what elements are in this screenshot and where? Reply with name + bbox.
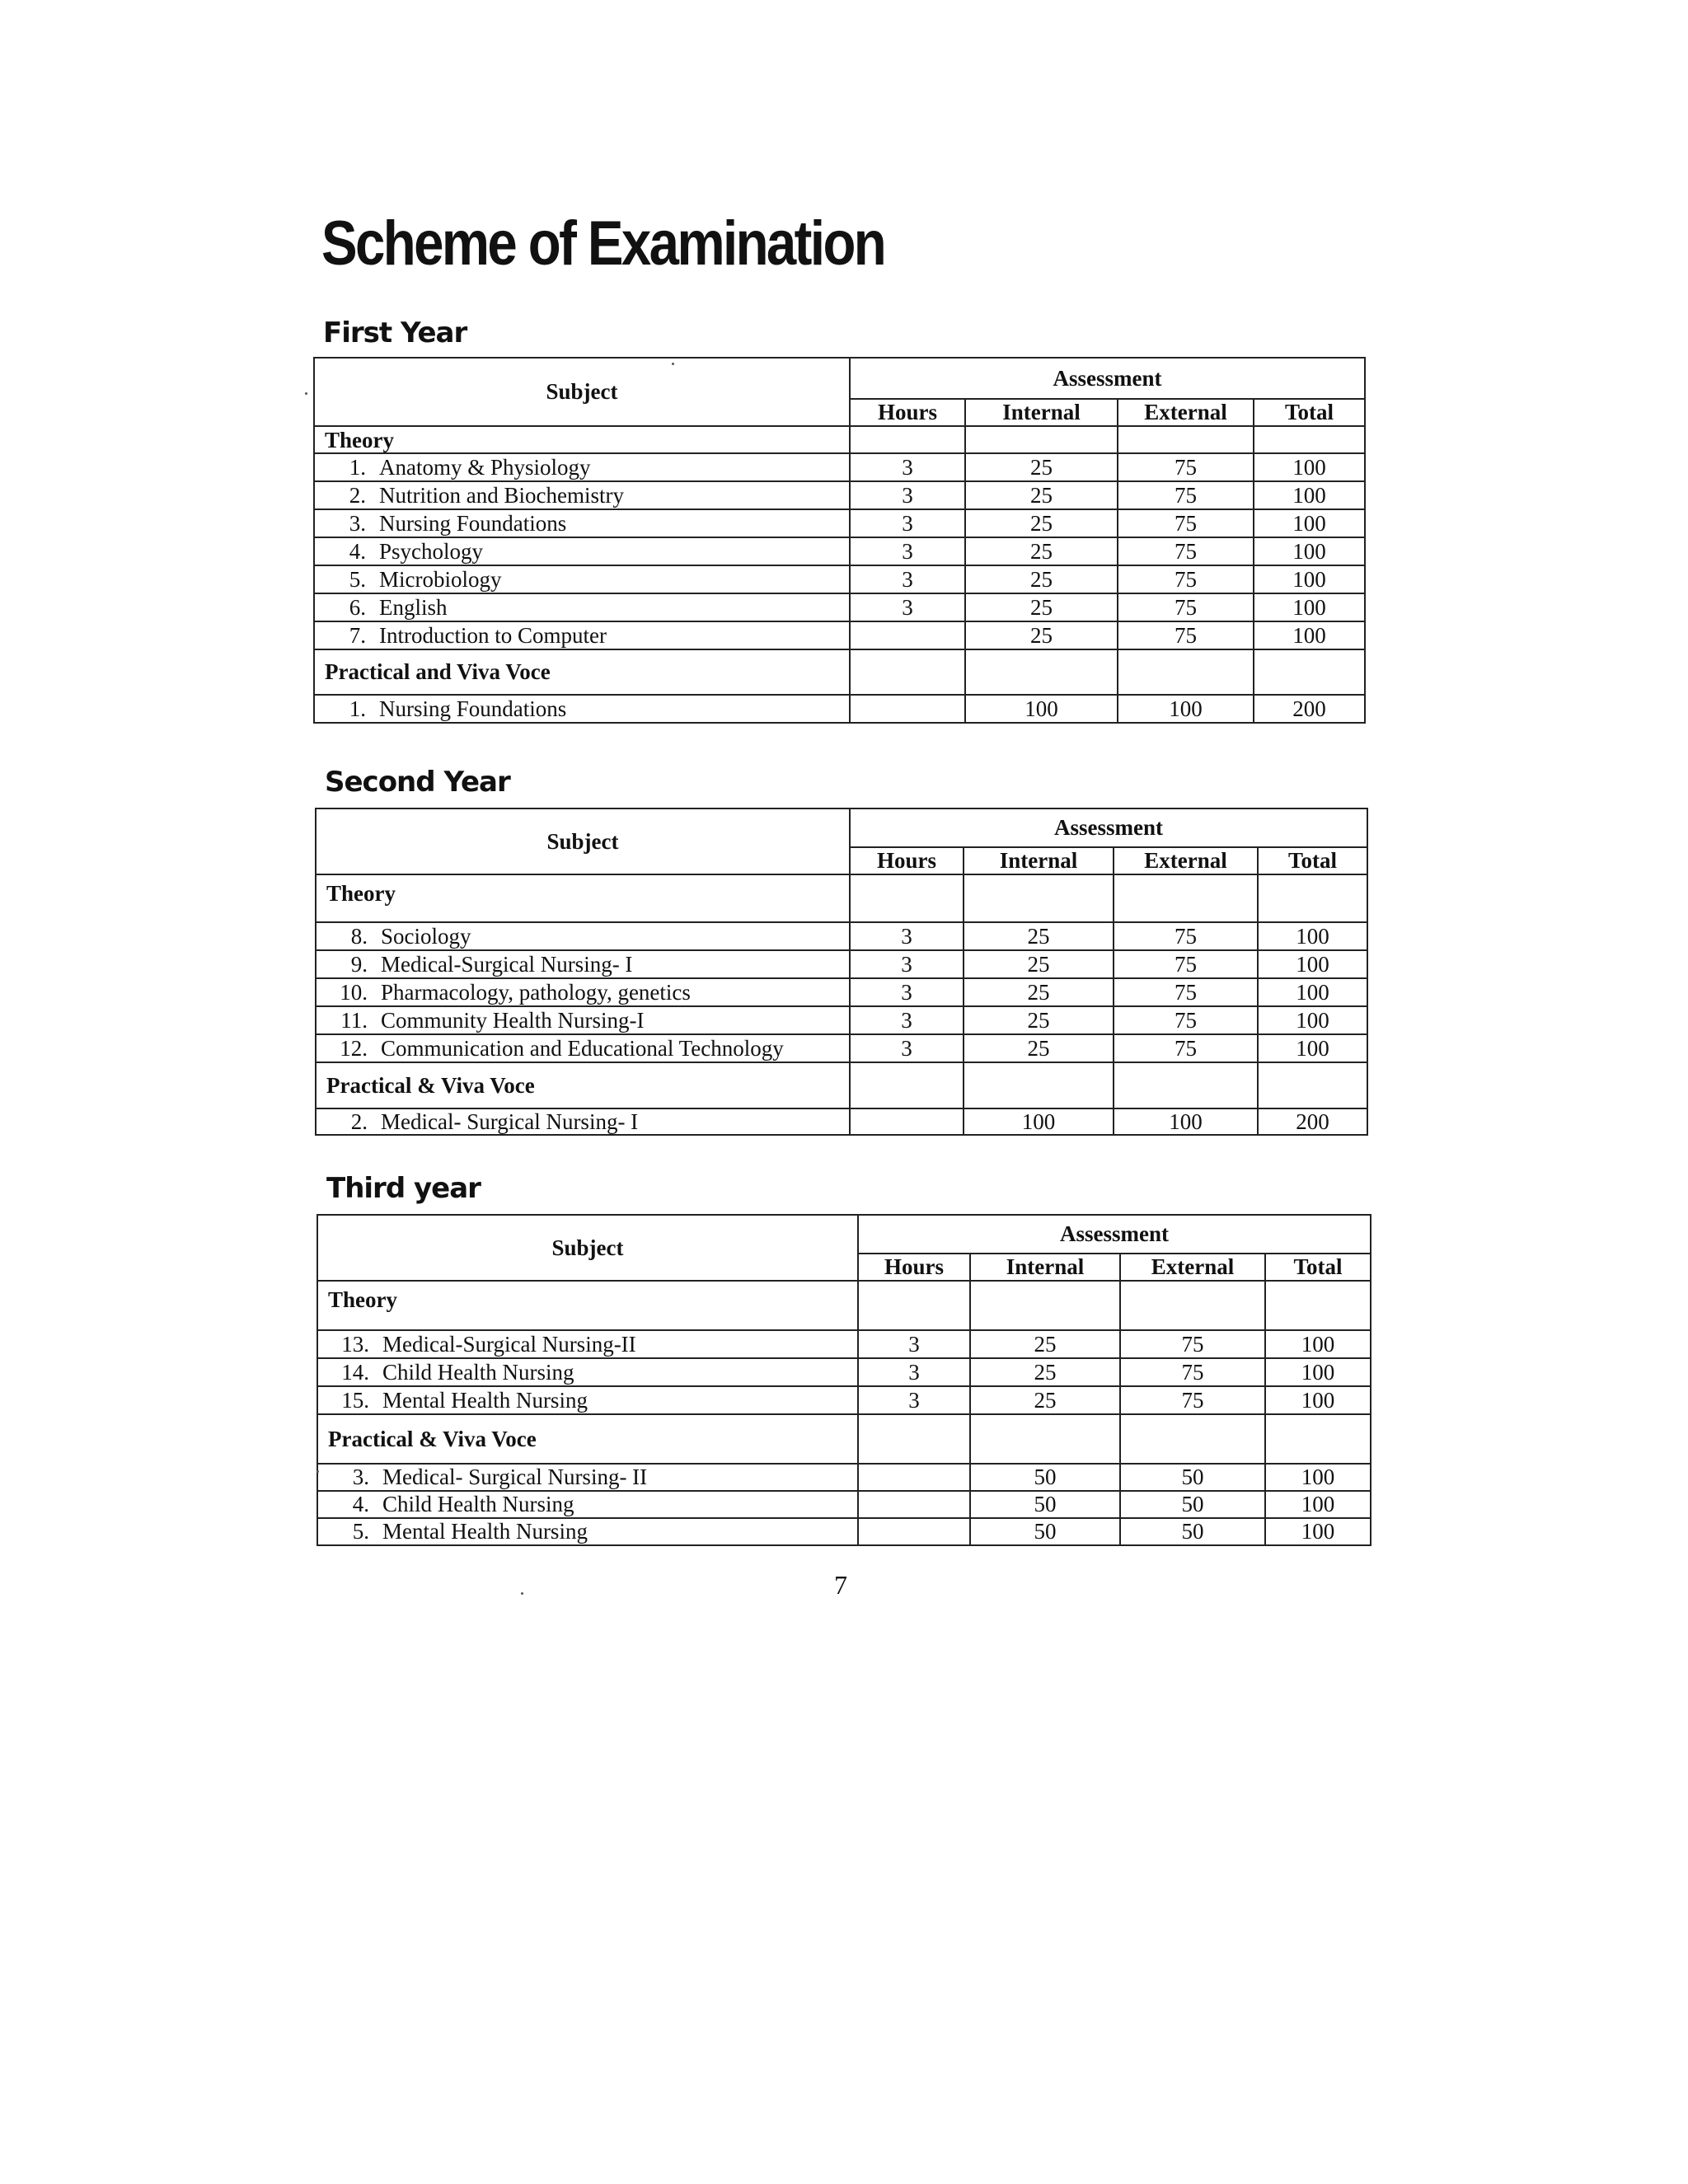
table-row [316,1006,1367,1034]
table-row [314,453,1365,481]
external-cell: 75 [1114,1006,1258,1034]
external-cell: 75 [1114,950,1258,978]
internal-cell: 25 [965,565,1118,593]
table-row [314,695,1365,723]
total-cell: 100 [1265,1518,1371,1545]
total-cell: 100 [1254,537,1365,565]
serial-number: 12. [340,1035,368,1061]
external-header: External [1120,1254,1265,1281]
internal-cell: 25 [970,1386,1120,1414]
subject-cell [316,950,850,978]
external-cell: 75 [1114,978,1258,1006]
hours-cell [850,1108,964,1135]
subject-name: Nursing Foundations [379,510,567,536]
hours-cell: 3 [850,978,964,1006]
table-row [317,1386,1371,1414]
serial-number: 7. [349,622,366,648]
internal-cell: 25 [965,481,1118,509]
subject-cell [316,1108,850,1135]
hours-cell: 3 [858,1330,970,1358]
total-header: Total [1265,1254,1371,1281]
table-row [316,950,1367,978]
total-header: Total [1254,399,1365,426]
total-cell: 200 [1258,1108,1367,1135]
internal-cell: 50 [970,1464,1120,1491]
total-cell: 100 [1254,565,1365,593]
subject-cell [314,621,850,649]
internal-header: Internal [964,847,1114,874]
hours-cell [858,1491,970,1518]
external-cell: 75 [1118,537,1254,565]
serial-number: 1. [349,454,366,480]
total-cell: 100 [1265,1330,1371,1358]
hours-cell: 3 [850,565,965,593]
hours-cell: 3 [850,1006,964,1034]
hours-cell: 3 [858,1386,970,1414]
serial-number: 1. [349,696,366,721]
subject-cell [314,509,850,537]
theory-label: Theory [314,426,850,453]
subject-cell [316,1034,850,1062]
external-cell: 75 [1114,922,1258,950]
external-cell: 75 [1118,593,1254,621]
serial-number: 2. [349,482,366,508]
external-cell: 75 [1120,1330,1265,1358]
subject-name: Mental Health Nursing [382,1387,588,1413]
total-cell: 100 [1265,1358,1371,1386]
subject-name: Nutrition and Biochemistry [379,482,624,508]
subject-cell [317,1386,858,1414]
subject-name: Medical- Surgical Nursing- I [381,1108,639,1134]
table-row [317,1491,1371,1518]
hours-header: Hours [850,847,964,874]
page-title: Scheme of Examination [321,209,885,279]
serial-number: 10. [340,979,368,1005]
subject-cell [314,695,850,723]
first-year-table [313,357,1366,724]
subject-header: Subject [314,358,850,426]
serial-number: 11. [340,1007,368,1033]
external-header: External [1118,399,1254,426]
total-cell: 100 [1265,1491,1371,1518]
table-row [314,509,1365,537]
internal-cell: 50 [970,1491,1120,1518]
third-year-table [316,1214,1372,1546]
subject-name: Medical- Surgical Nursing- II [382,1465,648,1490]
subject-cell [317,1330,858,1358]
internal-cell: 25 [964,1006,1114,1034]
external-cell: 75 [1120,1386,1265,1414]
subject-cell [314,593,850,621]
hours-cell: 3 [850,1034,964,1062]
external-cell: 75 [1120,1358,1265,1386]
table-row [314,537,1365,565]
subject-name: Medical-Surgical Nursing- I [381,951,633,977]
subject-cell [317,1491,858,1518]
internal-cell: 25 [965,593,1118,621]
subject-name: Mental Health Nursing [382,1519,588,1544]
serial-number: 14. [341,1359,369,1385]
table-row [317,1464,1371,1491]
subject-header: Subject [317,1215,858,1281]
total-cell: 100 [1254,621,1365,649]
page-number: 7 [834,1570,847,1600]
total-cell: 100 [1254,593,1365,621]
practical-label: Practical & Viva Voce [317,1414,858,1464]
internal-cell: 25 [964,950,1114,978]
subject-name: Psychology [379,538,484,564]
serial-number: 13. [341,1331,369,1357]
internal-cell: 100 [964,1108,1114,1135]
internal-cell: 25 [965,453,1118,481]
assessment-header: Assessment [850,808,1367,847]
total-cell: 100 [1258,950,1367,978]
external-cell: 50 [1120,1464,1265,1491]
third-year-heading: Third year [326,1172,481,1205]
second-year-table [315,808,1368,1136]
scan-speck [305,392,307,395]
serial-number: 4. [352,1492,369,1517]
hours-header: Hours [858,1254,970,1281]
external-cell: 75 [1118,565,1254,593]
subject-name: Anatomy & Physiology [379,454,591,480]
theory-label: Theory [316,874,850,922]
table-row [316,978,1367,1006]
subject-cell [317,1464,858,1491]
scan-speck [316,1470,319,1473]
total-cell: 100 [1258,1034,1367,1062]
external-cell: 75 [1118,509,1254,537]
subject-name: Child Health Nursing [382,1492,574,1517]
internal-cell: 25 [970,1358,1120,1386]
serial-number: 15. [341,1387,369,1413]
hours-cell: 3 [850,922,964,950]
external-cell: 75 [1114,1034,1258,1062]
serial-number: 9. [350,951,368,977]
internal-cell: 25 [965,509,1118,537]
internal-cell: 25 [965,537,1118,565]
total-cell: 100 [1254,509,1365,537]
total-cell: 100 [1258,1006,1367,1034]
internal-cell: 25 [970,1330,1120,1358]
subject-name: Microbiology [379,566,502,592]
external-cell: 75 [1118,621,1254,649]
hours-cell: 3 [850,481,965,509]
total-header: Total [1258,847,1367,874]
external-cell: 100 [1114,1108,1258,1135]
internal-header: Internal [970,1254,1120,1281]
hours-cell: 3 [850,593,965,621]
subject-name: Medical-Surgical Nursing-II [382,1331,636,1357]
internal-cell: 25 [964,1034,1114,1062]
external-cell: 100 [1118,695,1254,723]
total-cell: 100 [1254,453,1365,481]
subject-name: Child Health Nursing [382,1359,574,1385]
table-row [317,1518,1371,1545]
external-cell: 50 [1120,1518,1265,1545]
first-year-heading: First Year [323,316,467,349]
subject-cell [317,1358,858,1386]
total-cell: 100 [1258,922,1367,950]
scan-speck [672,363,674,365]
subject-cell [314,481,850,509]
subject-cell [314,537,850,565]
subject-cell [316,978,850,1006]
table-row [314,593,1365,621]
table-row [317,1358,1371,1386]
subject-cell [314,565,850,593]
subject-name: Communication and Educational Technology [381,1035,784,1061]
subject-name: Pharmacology, pathology, genetics [381,979,691,1005]
serial-number: 2. [350,1108,368,1134]
table-row [314,481,1365,509]
table-row [316,1108,1367,1135]
table-row [317,1330,1371,1358]
serial-number: 3. [352,1465,369,1490]
subject-name: Introduction to Computer [379,622,607,648]
external-cell: 75 [1118,453,1254,481]
serial-number: 3. [349,510,366,536]
hours-cell [850,621,965,649]
hours-cell: 3 [850,509,965,537]
subject-cell [314,453,850,481]
second-year-heading: Second Year [325,766,510,799]
total-cell: 200 [1254,695,1365,723]
practical-label: Practical & Viva Voce [316,1062,850,1108]
internal-header: Internal [965,399,1118,426]
table-row [314,565,1365,593]
assessment-header: Assessment [858,1215,1371,1254]
subject-cell [317,1518,858,1545]
scan-speck [521,1592,523,1595]
serial-number: 4. [349,538,366,564]
external-header: External [1114,847,1258,874]
theory-label: Theory [317,1281,858,1330]
serial-number: 6. [349,594,366,620]
external-cell: 75 [1118,481,1254,509]
hours-header: Hours [850,399,965,426]
subject-name: Sociology [381,923,471,949]
serial-number: 8. [350,923,368,949]
subject-cell [316,922,850,950]
table-row [314,621,1365,649]
hours-cell [858,1464,970,1491]
subject-name: Community Health Nursing-I [381,1007,645,1033]
subject-name: Nursing Foundations [379,696,567,721]
total-cell: 100 [1265,1464,1371,1491]
internal-cell: 100 [965,695,1118,723]
internal-cell: 50 [970,1518,1120,1545]
serial-number: 5. [349,566,366,592]
internal-cell: 25 [964,922,1114,950]
table-row [316,922,1367,950]
practical-label: Practical and Viva Voce [314,649,850,695]
internal-cell: 25 [964,978,1114,1006]
hours-cell: 3 [850,453,965,481]
hours-cell: 3 [858,1358,970,1386]
total-cell: 100 [1254,481,1365,509]
hours-cell: 3 [850,537,965,565]
subject-name: English [379,594,448,620]
external-cell: 50 [1120,1491,1265,1518]
hours-cell [858,1518,970,1545]
internal-cell: 25 [965,621,1118,649]
hours-cell: 3 [850,950,964,978]
table-row [316,1034,1367,1062]
subject-header: Subject [316,808,850,874]
total-cell: 100 [1258,978,1367,1006]
subject-cell [316,1006,850,1034]
total-cell: 100 [1265,1386,1371,1414]
assessment-header: Assessment [850,358,1365,399]
hours-cell [850,695,965,723]
serial-number: 5. [352,1519,369,1544]
